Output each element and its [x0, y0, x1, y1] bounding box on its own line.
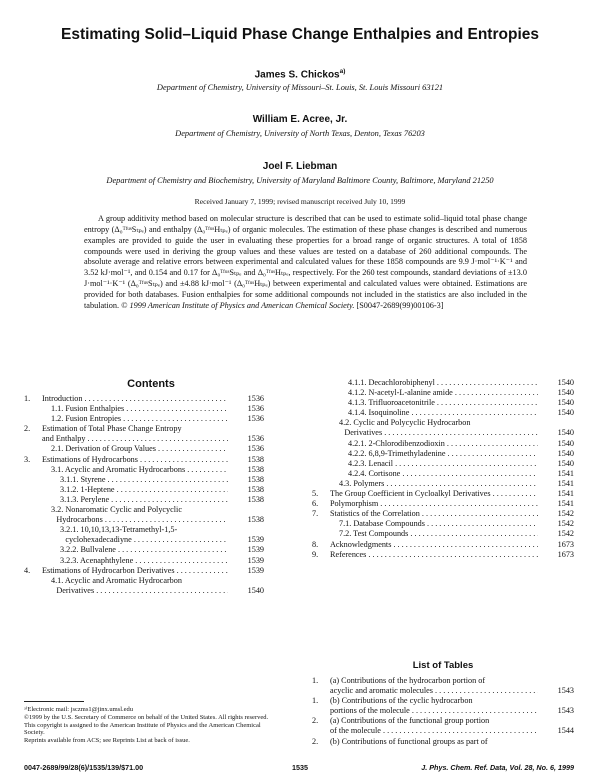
- toc-entry[interactable]: [312, 550, 574, 560]
- toc-entry-title: Estimations of Hydrocarbons . . .: [42, 455, 228, 465]
- toc-entry-title: 4.2. Cyclic and Polycyclic Hydrocarbon: [339, 418, 471, 428]
- toc-entry-title: 1.2. Fusion Entropies . . .: [51, 414, 228, 424]
- toc-entry[interactable]: [24, 465, 264, 475]
- toc-entry-page: 1536: [247, 414, 264, 424]
- footnote-reprints: Reprints available from ACS; see Reprints List at back of issue.: [24, 737, 190, 745]
- enthalpy-symbol: Δ₀ᵀᶠᵘˢHₜₚₑ: [196, 224, 228, 234]
- toc-entry-page: 1673: [557, 539, 574, 549]
- toc-entry[interactable]: [24, 505, 264, 515]
- toc-entry-page: 1540: [557, 458, 574, 468]
- toc-entry-title: 3.1.2. 1-Heptene . . .: [60, 485, 228, 495]
- toc-entry-title: 7.2. Test Compounds . . .: [339, 529, 538, 539]
- toc-entry-title: Estimation of Total Phase Change Entropy: [42, 424, 182, 434]
- contents-right-column: [312, 378, 574, 560]
- toc-entry-title: 4.1.3. Trifluoroacetonitrile . . .: [348, 398, 538, 408]
- toc-entry-title: Introduction . . .: [42, 394, 228, 404]
- entropy-symbol: Δ₀ᵀᶠᵘˢSₜₚₑ: [114, 224, 144, 234]
- author-affiliation: Department of Chemistry, University of North Texas, Denton, Texas 76203: [175, 129, 425, 138]
- toc-entry[interactable]: [312, 479, 574, 489]
- toc-entry-page: 1542: [557, 529, 574, 539]
- toc-entry-page: 1541: [557, 499, 574, 509]
- toc-entry-number: 2.: [24, 424, 31, 434]
- toc-entry-page: 1536: [247, 444, 264, 454]
- toc-entry-number: 2.: [312, 716, 319, 726]
- footnote-rule: [24, 701, 84, 702]
- toc-entry-page: 1544: [557, 726, 574, 736]
- toc-entry-number: 1.: [312, 676, 319, 685]
- toc-entry-title: Polymorphism . . .: [330, 499, 538, 509]
- toc-entry[interactable]: [312, 439, 574, 449]
- toc-entry-title: and Enthalpy . . .: [42, 434, 228, 444]
- toc-entry[interactable]: [24, 576, 264, 586]
- copyright-notice: © 1999 American Institute of Physics and American Chemical Society.: [121, 300, 355, 310]
- toc-entry-page: 1536: [247, 434, 264, 444]
- toc-entry-title: Statistics of the Correlation . . .: [330, 509, 538, 519]
- toc-entry-title: 7.1. Database Compounds . . .: [339, 519, 538, 529]
- toc-entry-page: 1536: [247, 394, 264, 403]
- author-name: James S. Chickos$^{a)}$: [254, 68, 346, 81]
- toc-entry-title: 4.2.2. 6,8,9-Trimethyladenine . . .: [348, 449, 538, 459]
- toc-entry-title: 4.1.1. Decachlorobiphenyl . . .: [348, 378, 538, 388]
- abstract: A group additivity method based on molecular structure is described that can be used to estimate solid–liquid total phase change entropy (Δ₀ᵀᶠᵘˢSₜₚₑ) and enthalpy (Δ₀ᵀᶠᵘˢHₜₚₑ) of organic molecules. The estimation of these phase changes is described and numerous examples are provided to guide the user in evaluating these properties for a broad range of organic structures. A total of 1858 compounds were used in deriving the group values and these values are tested on a database of 260 additional compounds. The absolute average and relative errors between experimental and calculated values for these 1858 compounds are 9.9 J·mol⁻¹·K⁻¹ and 3.52 kJ·mol⁻¹, and 0.154 and 0.17 for Δ₀ᵀᶠᵘˢSₜₚₑ and Δ₀ᵀᶠᵘˢHₜₚₑ, respectively. For the 260 test compounds, standard deviations of ±13.0 J·mol⁻¹·K⁻¹ (Δ₀ᵀᶠᵘˢSₜₚₑ) and ±4.88 kJ·mol⁻¹ (Δ₀ᵀᶠᵘˢHₜₚₑ) between experimental and calculated values were obtained. Estimations are provided for both databases. Fusion enthalpies for some additional compounds not included in the statistics are also included in the tabulation. © 1999 American Institute of Physics and American Chemical Society. [S0047-2689(99)00106-3]: [84, 214, 528, 310]
- toc-entry-number: 3.: [24, 454, 31, 464]
- toc-entry[interactable]: [312, 428, 574, 438]
- toc-entry-page: 1539: [247, 555, 264, 565]
- toc-entry-page: 1538: [247, 454, 264, 464]
- toc-entry-page: 1538: [247, 494, 264, 504]
- toc-entry[interactable]: [24, 424, 264, 434]
- contents-left-column: [24, 394, 264, 596]
- toc-entry-page: 1538: [247, 464, 264, 474]
- toc-entry-number: 8.: [312, 539, 319, 549]
- toc-entry-page: 1538: [247, 474, 264, 484]
- toc-entry-page: 1541: [557, 468, 574, 478]
- toc-entry[interactable]: [312, 418, 574, 428]
- toc-entry[interactable]: [24, 455, 264, 465]
- journal-citation: J. Phys. Chem. Ref. Data, Vol. 28, No. 6, 1999: [421, 763, 574, 772]
- toc-entry-title: References . . .: [330, 550, 538, 560]
- toc-entry-page: 1540: [247, 585, 264, 595]
- toc-entry-page: 1673: [557, 549, 574, 559]
- toc-entry-page: 1543: [557, 706, 574, 716]
- toc-entry-title: 4.3. Polymers . . .: [339, 479, 538, 489]
- toc-entry-title: 3.1.1. Styrene . . .: [60, 475, 228, 485]
- toc-entry[interactable]: [24, 515, 264, 525]
- list-of-tables: [312, 676, 574, 747]
- toc-entry[interactable]: [312, 540, 574, 550]
- toc-entry-page: 1539: [247, 545, 264, 555]
- author-affiliation: Department of Chemistry and Biochemistry, University of Maryland Baltimore County, Baltimore, Maryland 21250: [106, 176, 494, 185]
- toc-entry[interactable]: [24, 535, 264, 545]
- toc-entry[interactable]: [24, 485, 264, 495]
- toc-entry-title: (b) Contributions of functional groups as part of: [330, 736, 488, 746]
- footer-issn: 0047-2689/99/28(6)/1535/139/$71.00: [24, 763, 144, 772]
- footnote-email: ᵃ⁾Electronic mail: jsczms1@jinx.umsl.edu: [24, 706, 134, 713]
- toc-entry[interactable]: [312, 706, 574, 716]
- toc-entry-title: 3.2.1. 10,10,13,13-Tetramethyl-1,5-: [60, 525, 178, 535]
- toc-entry[interactable]: [312, 716, 574, 726]
- toc-entry-number: 6.: [312, 499, 319, 509]
- toc-entry-number: 7.: [312, 509, 319, 519]
- toc-entry-page: 1540: [557, 398, 574, 408]
- toc-entry-page: 1541: [557, 478, 574, 488]
- toc-entry[interactable]: [312, 686, 574, 696]
- toc-entry-page: 1542: [557, 509, 574, 519]
- toc-entry[interactable]: [24, 586, 264, 596]
- toc-entry-title: 4.2.3. Lenacil . . .: [348, 459, 538, 469]
- author-name: Joel F. Liebman: [262, 161, 338, 172]
- toc-entry-title: 4.1.4. Isoquinoline . . .: [348, 408, 538, 418]
- toc-entry-page: 1539: [247, 535, 264, 545]
- toc-entry[interactable]: [312, 398, 574, 408]
- toc-entry-title: portions of the molecule . . .: [330, 706, 538, 716]
- toc-entry-number: 1.: [24, 394, 31, 403]
- toc-entry-title: Derivatives . . .: [344, 428, 538, 438]
- toc-entry[interactable]: [312, 408, 574, 418]
- toc-entry[interactable]: [312, 726, 574, 736]
- toc-entry[interactable]: [312, 696, 574, 706]
- toc-entry-title: 3.1.3. Perylene . . .: [60, 495, 228, 505]
- toc-entry-number: 2.: [312, 736, 319, 746]
- toc-entry-title: Estimations of Hydrocarbon Derivatives . . .: [42, 566, 228, 576]
- toc-entry[interactable]: [24, 475, 264, 485]
- toc-entry-title: Acknowledgments . . .: [330, 540, 538, 550]
- toc-entry-page: 1540: [557, 408, 574, 418]
- toc-entry-page: 1541: [557, 489, 574, 499]
- toc-entry[interactable]: [24, 444, 264, 454]
- toc-entry-title: of the molecule . . .: [330, 726, 538, 736]
- toc-entry-page: 1543: [557, 686, 574, 696]
- toc-entry-title: (a) Contributions of the functional group portion: [330, 716, 490, 726]
- toc-entry[interactable]: [24, 414, 264, 424]
- toc-entry[interactable]: [24, 495, 264, 505]
- toc-entry[interactable]: [24, 545, 264, 555]
- toc-entry-title: 2.1. Derivation of Group Values . . .: [51, 444, 228, 454]
- toc-entry[interactable]: [312, 469, 574, 479]
- toc-entry-page: 1542: [557, 519, 574, 529]
- footnotes: [24, 706, 278, 745]
- toc-entry[interactable]: [24, 434, 264, 444]
- toc-entry[interactable]: [312, 519, 574, 529]
- toc-entry-title: 3.1. Acyclic and Aromatic Hydrocarbons . . .: [51, 465, 228, 475]
- toc-entry-title: Hydrocarbons . . .: [56, 515, 228, 525]
- toc-entry[interactable]: [24, 404, 264, 414]
- toc-entry-number: 9.: [312, 549, 319, 559]
- toc-entry-title: (b) Contributions of the cyclic hydrocarbon: [330, 696, 473, 706]
- toc-entry-page: 1538: [247, 515, 264, 525]
- author-affiliation: Department of Chemistry, University of Missouri–St. Louis, St. Louis Missouri 63121: [156, 83, 444, 92]
- toc-entry[interactable]: [24, 556, 264, 566]
- toc-entry-page: 1538: [247, 484, 264, 494]
- toc-entry-title: 4.1.2. N-acetyl-L-alanine amide . . .: [348, 388, 538, 398]
- toc-entry-title: 1.1. Fusion Enthalpies . . .: [51, 404, 228, 414]
- footnote-copyright: ©1999 by the U.S. Secretary of Commerce on behalf of the United States. All rights reserved. This copyright is assigned to the American Institute of Physics and the American Chemical Society.: [24, 713, 269, 737]
- toc-entry-title: 3.2.2. Bullvalene . . .: [60, 545, 228, 555]
- toc-entry[interactable]: [24, 394, 264, 404]
- toc-entry-title: (a) Contributions of the hydrocarbon portion of: [330, 676, 486, 685]
- article-id: [S0047-2689(99)00106-3]: [354, 300, 444, 310]
- toc-entry-page: 1540: [557, 448, 574, 458]
- toc-entry[interactable]: [312, 459, 574, 469]
- toc-entry[interactable]: [312, 489, 574, 499]
- toc-entry[interactable]: [312, 529, 574, 539]
- toc-entry-title: 3.2.3. Acenaphthylene . . .: [60, 556, 228, 566]
- contents-heading: Contents: [127, 378, 175, 390]
- toc-entry[interactable]: [312, 449, 574, 459]
- toc-entry[interactable]: [312, 378, 574, 388]
- toc-entry-page: 1540: [557, 438, 574, 448]
- toc-entry[interactable]: [312, 499, 574, 509]
- toc-entry-title: 3.2. Nonaromatic Cyclic and Polycyclic: [51, 505, 182, 515]
- toc-entry[interactable]: [312, 509, 574, 519]
- toc-entry-number: 4.: [24, 565, 31, 575]
- list-of-tables-heading: List of Tables: [412, 660, 474, 671]
- toc-entry-number: 5.: [312, 489, 319, 499]
- toc-entry[interactable]: [24, 566, 264, 576]
- toc-entry[interactable]: [312, 676, 574, 686]
- toc-entry[interactable]: [312, 388, 574, 398]
- toc-entry-page: 1540: [557, 378, 574, 387]
- toc-entry[interactable]: [312, 737, 574, 747]
- page-number: 1535: [292, 763, 308, 772]
- toc-entry-page: 1540: [557, 388, 574, 398]
- toc-entry-title: 4.2.4. Cortisone . . .: [348, 469, 538, 479]
- toc-entry-number: 1.: [312, 696, 319, 706]
- toc-entry-title: 4.1. Acyclic and Aromatic Hydrocarbon: [51, 575, 182, 585]
- received-dates: Received January 7, 1999; revised manuscript received July 10, 1999: [194, 197, 406, 206]
- toc-entry-page: 1540: [557, 428, 574, 438]
- toc-entry[interactable]: [24, 525, 264, 535]
- toc-entry-title: acyclic and aromatic molecules . . .: [330, 686, 538, 696]
- toc-entry-page: 1536: [247, 404, 264, 414]
- toc-entry-title: The Group Coefficient in Cycloalkyl Derivatives . . .: [330, 489, 538, 499]
- toc-entry-page: 1539: [247, 565, 264, 575]
- paper-title: Estimating Solid–Liquid Phase Change Enthalpies and Entropies: [61, 26, 539, 43]
- toc-entry-title: cyclohexadecadiyne . . .: [65, 535, 228, 545]
- author-name: William E. Acree, Jr.: [252, 114, 348, 125]
- toc-entry-title: Derivatives . . .: [56, 586, 228, 596]
- toc-entry-title: 4.2.1. 2-Chlorodibenzodioxin . . .: [348, 439, 538, 449]
